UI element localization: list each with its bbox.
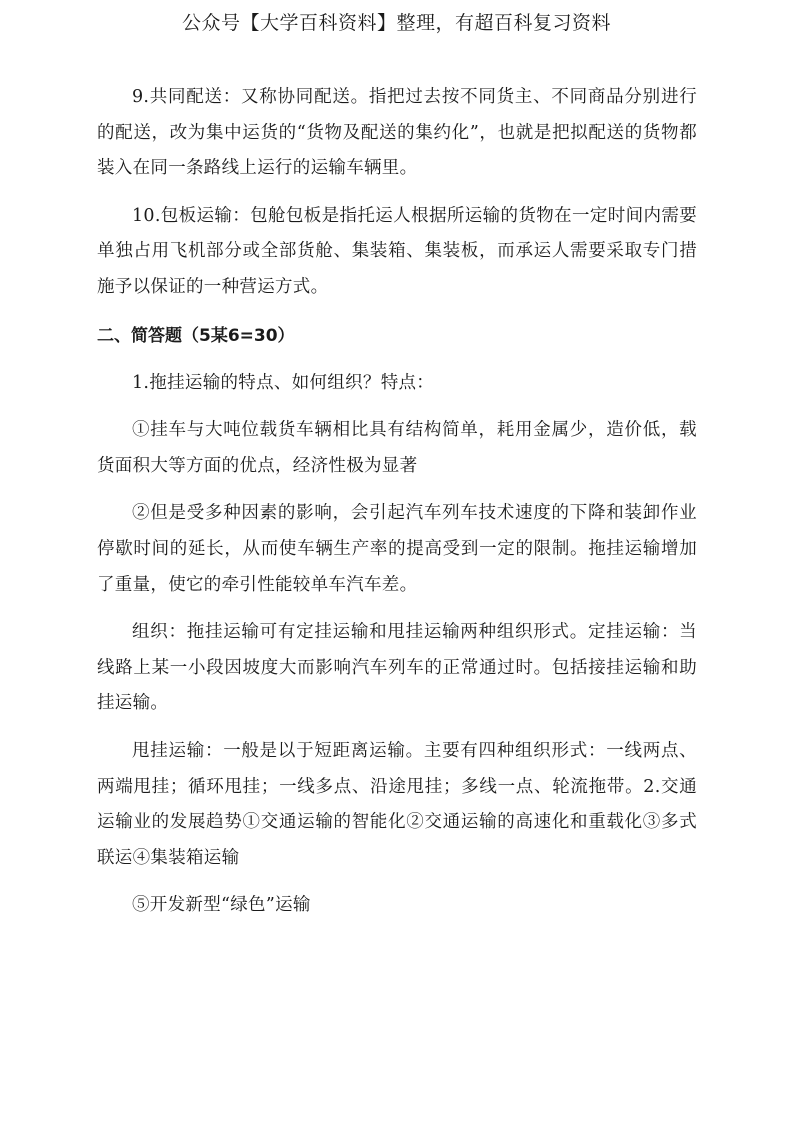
question-1: 1.拖挂运输的特点、如何组织？特点： bbox=[132, 372, 435, 393]
definition-charter-transport: 10.包板运输：包舱包板是指托运人根据所运输的货物在一定时间内需要单独占用飞机部分或全部货舱、集装箱、集装板，而承运人需要采取专门措施予以保证的一种营运方式。 bbox=[97, 205, 697, 297]
definition-joint-distribution: 9.共同配送：又称协同配送。指把过去按不同货主、不同商品分别进行的配送，改为集中运货的“货物及配送的集约化”，也就是把拟配送的货物都装入在同一条路线上运行的运输车辆里。 bbox=[97, 87, 697, 179]
feature-point-2: ②但是受多种因素的影响，会引起汽车列车技术速度的下降和装卸作业停歇时间的延长，从而使车辆生产率的提高受到一定的限制。拖挂运输增加了重量，使它的牵引性能较单车汽车差。 bbox=[97, 503, 697, 595]
document-body bbox=[97, 80, 697, 924]
drop-and-hook-paragraph: 甩挂运输：一般是以于短距离运输。主要有四种组织形式：一线两点、两端甩挂；循环甩挂；一线多点、沿途甩挂；多线一点、轮流拖带。2.交通运输业的发展趋势①交通运输的智能化②交通运输的高速化和重载化③多式联运④集装箱运输 bbox=[97, 740, 697, 868]
section-heading: 二、简答题（5某6=30） bbox=[97, 325, 295, 346]
organization-paragraph: 组织：拖挂运输可有定挂运输和甩挂运输两种组织形式。定挂运输：当线路上某一小段因坡度大而影响汽车列车的正常通过时。包括接挂运输和助挂运输。 bbox=[97, 622, 697, 714]
page-header: 公众号【大学百科资料】整理，有超百科复习资料 bbox=[181, 12, 611, 34]
feature-point-1: ①挂车与大吨位载货车辆相比具有结构简单，耗用金属少，造价低，载货面积大等方面的优点，经济性极为显著 bbox=[97, 420, 697, 476]
trend-point-5: ⑤开发新型“绿色”运输 bbox=[132, 895, 311, 916]
